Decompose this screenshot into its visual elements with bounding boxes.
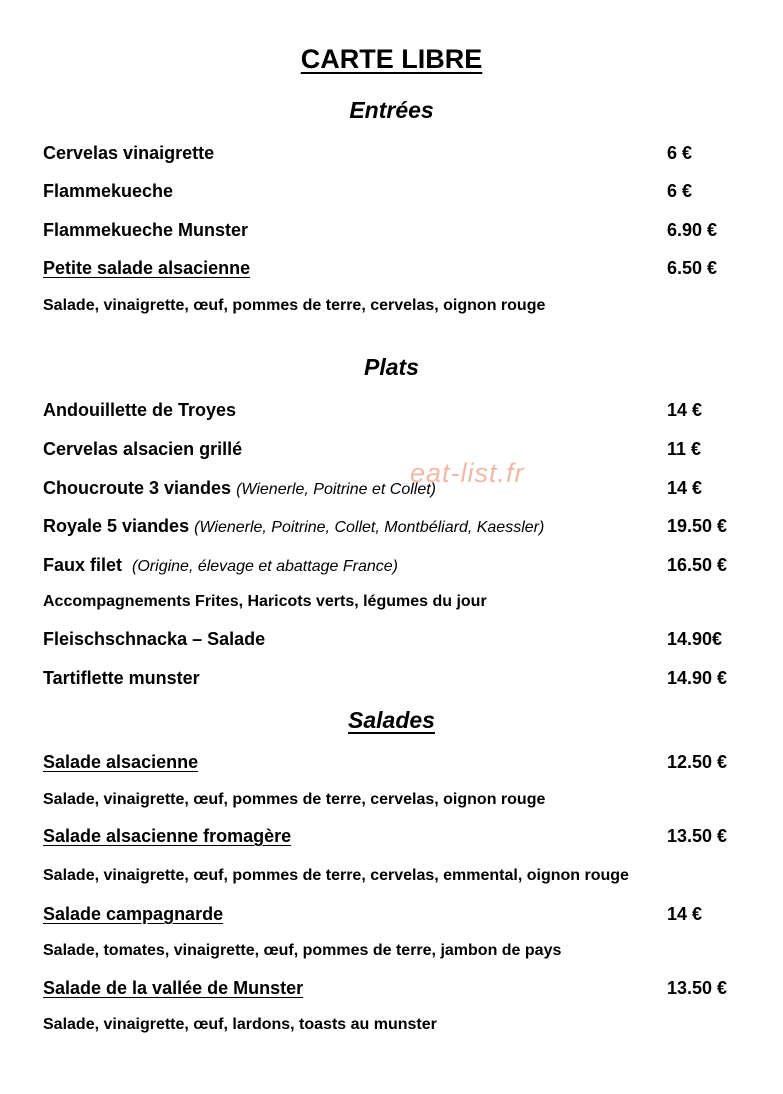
watermark: eat-list.fr [410, 458, 525, 488]
item-name: Cervelas alsacien grillé [43, 439, 243, 459]
item-price: 14 € [667, 904, 703, 924]
menu-item [43, 258, 743, 282]
item-name: Royale 5 viandes [43, 516, 190, 536]
item-price: 19.50 € [667, 516, 728, 536]
item-description: Salade, vinaigrette, œuf, pommes de terre, cervelas, emmental, oignon rouge [43, 867, 629, 884]
menu-item [43, 220, 743, 244]
menu-title: CARTE LIBRE [300, 44, 483, 74]
section-heading-plats: Plats [364, 354, 419, 380]
item-price: 11 € [667, 439, 702, 459]
item-name: Choucroute 3 viandes [43, 478, 232, 498]
menu-item [43, 143, 743, 167]
item-name: Flammekueche [43, 181, 174, 201]
item-description: Accompagnements Frites, Haricots verts, légumes du jour [43, 593, 487, 610]
item-price: 16.50 € [667, 555, 728, 575]
item-name: Salade alsacienne fromagère [43, 826, 292, 846]
item-description: Salade, vinaigrette, œuf, pommes de terre, cervelas, oignon rouge [43, 791, 546, 808]
menu-item [43, 555, 743, 579]
item-name: Fleischschnacka – Salade [43, 629, 266, 649]
item-price: 13.50 € [667, 978, 728, 998]
item-note: (Origine, élevage et abattage France) [132, 558, 398, 575]
menu-item [43, 668, 743, 692]
section-heading-entrees: Entrées [349, 97, 434, 123]
item-description: Salade, vinaigrette, œuf, pommes de terre, cervelas, oignon rouge [43, 297, 546, 314]
menu-item [43, 478, 743, 502]
section-heading-salades: Salades [348, 707, 435, 733]
item-price: 14.90 € [667, 668, 728, 688]
item-price: 13.50 € [667, 826, 728, 846]
item-price: 6.50 € [667, 258, 718, 278]
item-name: Salade alsacienne [43, 752, 199, 772]
item-name: Flammekueche Munster [43, 220, 249, 240]
item-name: Tartiflette munster [43, 668, 200, 688]
item-price: 14 € [667, 478, 703, 498]
item-name: Salade de la vallée de Munster [43, 978, 304, 998]
item-description: Salade, tomates, vinaigrette, œuf, pommes de terre, jambon de pays [43, 942, 562, 959]
menu-item [43, 752, 743, 776]
menu-item [43, 826, 743, 850]
item-name: Salade campagnarde [43, 904, 224, 924]
menu-item [43, 181, 743, 205]
menu-item [43, 629, 743, 653]
item-price: 6 € [667, 181, 693, 201]
item-name: Faux filet [43, 555, 123, 575]
item-name: Cervelas vinaigrette [43, 143, 215, 163]
menu-item [43, 400, 743, 424]
menu-item [43, 439, 743, 463]
item-price: 14.90€ [667, 629, 723, 649]
item-description: Salade, vinaigrette, œuf, lardons, toasts au munster [43, 1016, 437, 1033]
item-note: (Wienerle, Poitrine, Collet, Montbéliard, Kaessler) [194, 519, 545, 536]
menu-item [43, 516, 743, 540]
item-name: Petite salade alsacienne [43, 258, 251, 278]
item-price: 6 € [667, 143, 693, 163]
menu-item [43, 904, 743, 928]
item-price: 12.50 € [667, 752, 728, 772]
menu-item [43, 978, 743, 1002]
item-note: (Wienerle, Poitrine et Collet) [236, 481, 436, 498]
item-name: Andouillette de Troyes [43, 400, 237, 420]
item-price: 14 € [667, 400, 703, 420]
item-price: 6.90 € [667, 220, 718, 240]
